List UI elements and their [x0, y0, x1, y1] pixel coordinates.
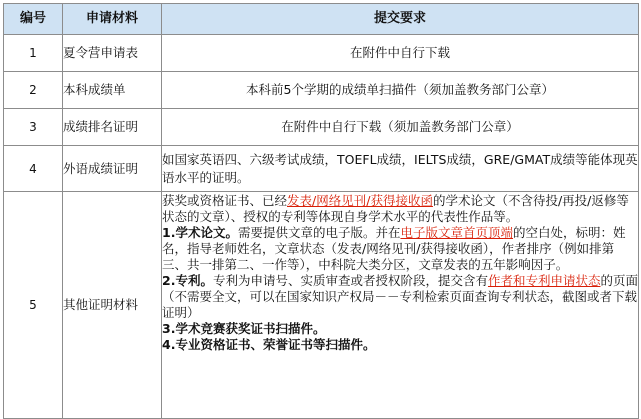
row-number: 1	[4, 35, 63, 72]
row-material: 夏令营申请表	[63, 35, 162, 72]
item1-title: 1.学术论文。	[162, 225, 238, 240]
item2-highlight: 作者和专利申请状态	[487, 273, 601, 288]
item-professional-certificate: 4.专业资格证书、荣誉证书等扫描件。	[162, 337, 376, 352]
table-row	[4, 192, 639, 419]
application-materials-table	[3, 3, 639, 419]
row-material: 本科成绩单	[63, 72, 162, 109]
item-academic-paper	[162, 225, 638, 273]
header-number: 编号	[4, 4, 63, 35]
header-requirement: 提交要求	[162, 4, 639, 35]
item-competition-certificate: 3.学术竞赛获奖证书扫描件。	[162, 321, 326, 336]
row-requirement: 在附件中自行下载（须加盖教务部门公章）	[162, 109, 639, 146]
intro-highlight: 发表/网络见刊/获得接收函	[287, 193, 433, 208]
table-header-row	[4, 4, 639, 35]
row-material: 外语成绩证明	[63, 146, 162, 192]
row-number: 5	[4, 192, 63, 419]
item1-text-b: 的空白处，标明：姓名，指导老师姓名，文章状态（发表/网络见刊/获得接收函），作者排序（例如排第三、共一排第二、一作等），中科院大类分区，文章发表的五年影响因子。	[162, 225, 626, 272]
row-requirement: 本科前5个学期的成绩单扫描件（须加盖教务部门公章）	[162, 72, 639, 109]
intro-text-b: 的学术论文（不含待投/再投/返修等状态的文章）、授权的专利等体现自身学术水平的代表性作品等。	[162, 193, 629, 224]
table-row	[4, 72, 639, 109]
item1-highlight: 电子版文章首页顶端	[400, 225, 513, 240]
intro-paragraph	[162, 193, 638, 225]
row-requirement: 在附件中自行下载	[162, 35, 639, 72]
table-row	[4, 146, 639, 192]
item2-text-a: 专利为申请号、实质审查或者授权阶段，提交含有	[212, 273, 488, 288]
item1-text-a: 需要提供文章的电子版。并在	[237, 225, 401, 240]
row-requirement: 如国家英语四、六级考试成绩，TOEFL成绩，IELTS成绩，GRE/GMAT成绩等能体现英语水平的证明。	[162, 146, 639, 192]
table-row	[4, 35, 639, 72]
row-material: 成绩排名证明	[63, 109, 162, 146]
header-material: 申请材料	[63, 4, 162, 35]
row-number: 3	[4, 109, 63, 146]
row-material: 其他证明材料	[63, 192, 162, 419]
item2-text-b: 的页面（不需要全文，可以在国家知识产权局－－专利检索页面查询专利状态，截图或者下载证明）	[162, 273, 638, 320]
item-patent	[162, 273, 638, 321]
row-number: 4	[4, 146, 63, 192]
table-row	[4, 109, 639, 146]
intro-text-a: 获奖或资格证书、已经	[162, 193, 288, 208]
row-number: 2	[4, 72, 63, 109]
row-requirement	[162, 192, 639, 419]
item2-title: 2.专利。	[162, 273, 213, 288]
